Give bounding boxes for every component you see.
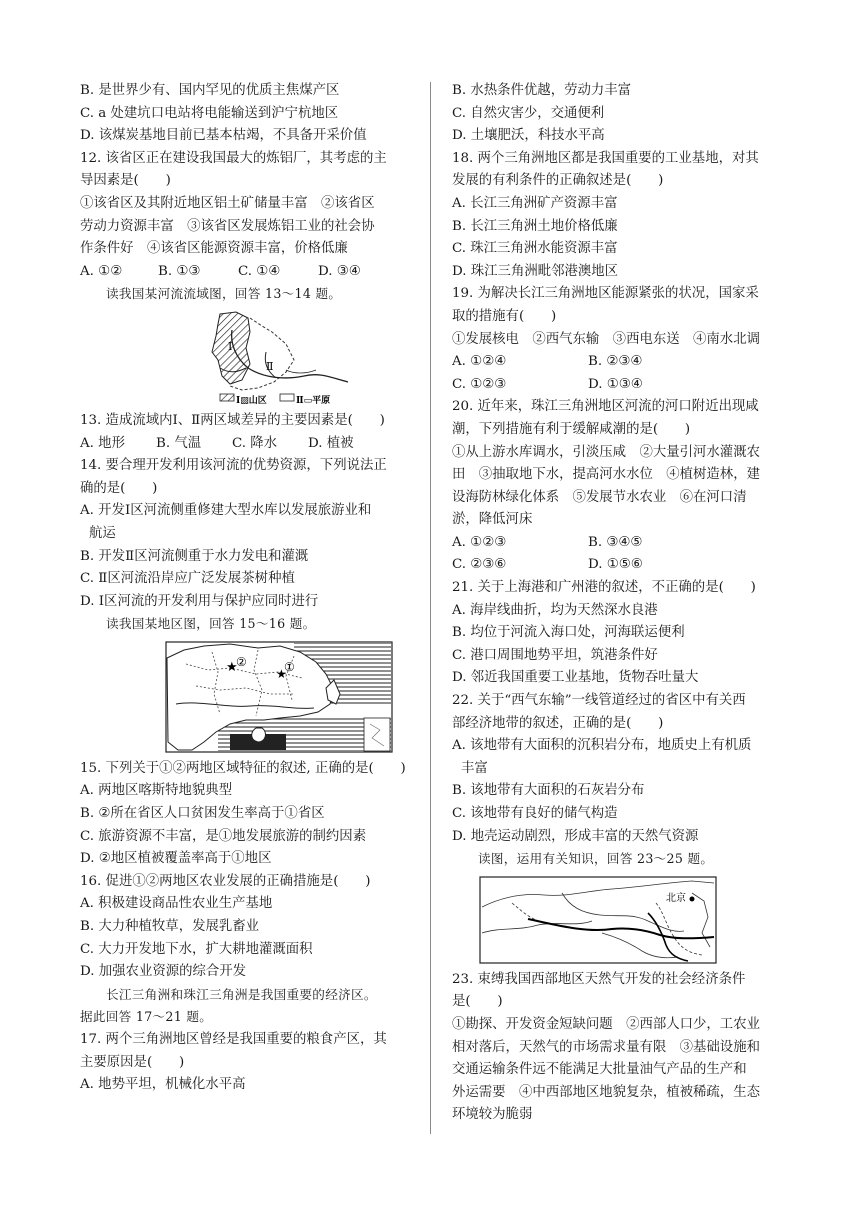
q11-option-b: B. 是世界少有、国内罕见的优质主焦煤产区 [80, 83, 340, 98]
q14-option-a-line1: A. 开发Ⅰ区河流侧重修建大型水库以发展旅游业和 [80, 503, 372, 519]
q23-choice-line5: 环境较为脆弱 [452, 1107, 533, 1123]
q18-option-d: D. 珠江三角洲毗邻港澳地区 [452, 263, 619, 279]
q12-choice-line2: 劳动力资源丰富 ③该省区发展炼铝工业的社会协 [80, 218, 375, 234]
q14-stem-line1: 14. 要合理开发利用该河流的优势资源，下列说法正 [80, 458, 387, 474]
legend-plain-swatch [280, 394, 294, 401]
q12-stem-line2: 导因素是( ) [80, 173, 171, 189]
q13-stem: 13. 造成流域内Ⅰ、Ⅱ两区域差异的主要因素是( ) [80, 412, 385, 428]
inset-box [364, 718, 390, 751]
q11-option-c: C. a 处建坑口电站将电能输送到沪宁杭地区 [80, 105, 339, 121]
q13-option-a: A. 地形 [80, 435, 125, 451]
q22-stem-line1: 22. 关于“西气东输”一线管道经过的省区中有关西 [452, 693, 746, 709]
q19-option-a: A. ①②④ [452, 354, 507, 370]
q22-option-a-line2: 丰富 [461, 760, 488, 776]
q18-option-c: C. 珠江三角洲水能资源丰富 [452, 241, 618, 257]
q17-option-a: A. 地势平坦，机械化水平高 [80, 1077, 246, 1093]
q14-stem-line2: 确的是( ) [80, 480, 158, 496]
q21-option-a: A. 海岸线曲折，均为天然深水良港 [452, 602, 658, 618]
q21-option-c: C. 港口周围地势平坦，筑港条件好 [452, 647, 658, 663]
q16-option-c: C. 大力开发地下水，扩大耕地灌溉面积 [80, 941, 313, 957]
pipeline-map [452, 873, 788, 967]
q12-option-b: B. ①③ [158, 263, 201, 279]
q17-stem-line1: 17. 两个三角洲地区曾经是我国重要的粮食产区，其 [80, 1032, 387, 1047]
mark-1: ① [284, 659, 295, 674]
q14-option-a-line2: 航运 [89, 525, 116, 541]
q20-stem-line1: 20. 近年来，珠江三角洲地区河流的河口附近出现咸 [452, 399, 759, 415]
q12-choice-line1: ①该省区及其附近地区铝土矿储量丰富 ②该省区 [80, 195, 375, 211]
map-frame [480, 877, 716, 963]
q12-option-d: D. ③④ [318, 263, 361, 279]
q19-choices: ①发展核电 ②西气东输 ③西电东送 ④南水北调 [452, 331, 760, 347]
q22-option-a-line1: A. 该地带有大面积的沉积岩分布，地质史上有机质 [452, 738, 752, 754]
q18-stem-line2: 发展的有利条件的正确叙述是( ) [452, 173, 664, 189]
intro-23-25: 读图，运用有关知识，回答 23～25 题。 [478, 851, 714, 867]
q19-stem-line1: 19. 为解决长江三角洲地区能源紧张的状况，国家采 [452, 286, 759, 302]
q19-option-b: B. ②③④ [588, 354, 643, 370]
q22-stem-line2: 部经济地带的叙述，正确的是( ) [452, 715, 664, 731]
q11-option-d: D. 该煤炭基地目前已基本枯竭，不具备开采价值 [80, 128, 367, 144]
city-dot [690, 896, 695, 901]
q14-option-c: C. Ⅱ区河流沿岸应广泛发展茶树种植 [80, 571, 295, 587]
q20-options-row1 [452, 532, 788, 555]
legend-mountain-label: Ⅰ▨山区 [236, 395, 267, 406]
map-star-2: ★ [226, 659, 238, 675]
q20-option-c: C. ②③⑥ [452, 557, 507, 573]
q12-option-a: A. ①② [80, 263, 123, 279]
legend-mountain-swatch [220, 394, 234, 401]
q12-options [80, 261, 415, 284]
q23-stem-line2: 是( ) [452, 994, 503, 1010]
left-column [80, 80, 415, 1097]
q15-option-b: B. ②所在省区人口贫困发生率高于①省区 [80, 806, 325, 822]
q12-option-c: C. ①④ [238, 263, 281, 279]
q19-option-c: C. ①②③ [452, 376, 507, 392]
mark-2: ② [236, 654, 247, 669]
region-ii-label: Ⅱ [266, 359, 274, 373]
q19-option-d: D. ①③④ [588, 376, 643, 392]
q21-option-d: D. 邻近我国重要工业基地，货物吞吐量大 [452, 670, 699, 686]
right-column [452, 80, 788, 1127]
pipeline-map-figure [452, 873, 788, 967]
intro-13-14: 读我国某河流流域图，回答 13～14 题。 [106, 286, 342, 302]
hainan-island [252, 728, 266, 742]
q15-option-a: A. 两地区喀斯特地貌典型 [80, 783, 233, 799]
q23-choice-line3: 交通运输条件远不能满足大批量油气产品的生产和 [452, 1062, 747, 1078]
q22-option-c: C. 该地带有良好的储气构造 [452, 806, 618, 821]
q17-option-c: C. 自然灾害少，交通便利 [452, 105, 605, 121]
region-i-label: Ⅰ [228, 339, 233, 353]
q16-stem: 16. 促进①②两地区农业发展的正确措施是( ) [80, 873, 371, 889]
q23-choice-line1: ①勘探、开发资金短缺问题 ②西部人口少，工农业 [452, 1016, 760, 1032]
region-map-figure [80, 638, 415, 756]
region-map [80, 638, 415, 756]
q20-choice-line2: 田 ③抽取地下水，提高河水水位 ④植树造林，建 [452, 467, 760, 483]
q18-stem-line1: 18. 两个三角洲地区都是我国重要的工业基地，对其 [452, 150, 759, 166]
q20-option-a: A. ①②③ [452, 534, 507, 550]
q23-choice-line2: 相对落后，天然气的市场需求量有限 ③基础设施和 [452, 1039, 760, 1055]
q13-option-c: C. 降水 [232, 435, 278, 451]
intro-15-16: 读我国某地区图，回答 15～16 题。 [106, 616, 316, 632]
q21-stem: 21. 关于上海港和广州港的叙述，不正确的是( ) [452, 580, 756, 596]
q18-option-a: A. 长江三角洲矿产资源丰富 [452, 195, 618, 211]
map-star-1: ★ [276, 666, 287, 681]
q13-option-b: B. 气温 [156, 435, 202, 451]
q14-option-d: D. Ⅰ区河流的开发利用与保护应同时进行 [80, 593, 319, 609]
q20-options-row2 [452, 554, 788, 577]
q12-choice-line3: 作条件好 ④该省区能源资源丰富，价格低廉 [80, 241, 348, 257]
q20-stem-line2: 潮，下列措施有利于缓解咸潮的是( ) [452, 421, 691, 437]
q20-option-d: D. ①⑤⑥ [588, 557, 643, 573]
q14-option-b: B. 开发Ⅱ区河流侧重于水力发电和灌溉 [80, 548, 309, 564]
q20-choice-line4: 淤，降低河床 [452, 512, 533, 528]
main-river [232, 330, 348, 382]
q22-option-d: D. 地壳运动剧烈，形成丰富的天然气资源 [452, 828, 699, 844]
q16-option-a: A. 积极建设商品性农业生产基地 [80, 896, 273, 912]
q17-option-b: B. 水热条件优越，劳动力丰富 [452, 83, 632, 98]
q13-options [80, 433, 415, 456]
column-divider [430, 82, 431, 1134]
q13-option-d: D. 植被 [308, 435, 354, 451]
q23-choice-line4: 外运需要 ④中西部地区地貌复杂，植被稀疏，生态 [452, 1084, 760, 1100]
city-label: 北京 [666, 892, 686, 904]
q18-option-b: B. 长江三角洲土地价格低廉 [452, 218, 618, 234]
q16-option-d: D. 加强农业资源的综合开发 [80, 964, 247, 980]
q12-stem-line1: 12. 该省区正在建设我国最大的炼铝厂，其考虑的主 [80, 150, 387, 166]
q22-option-b: B. 该地带有大面积的石灰岩分布 [452, 783, 645, 799]
q20-choice-line3: 设海防林绿化体系 ⑤发展节水农业 ⑥在河口清 [452, 489, 747, 505]
intro-17-21-line2: 据此回答 17～21 题。 [80, 1009, 213, 1025]
q21-option-b: B. 均位于河流入海口处，河海联运便利 [452, 625, 685, 641]
q17-option-d: D. 土壤肥沃，科技水平高 [452, 128, 605, 144]
q19-options-row2 [452, 374, 788, 397]
q15-stem: 15. 下列关于①②两地区域特征的叙述, 正确的是( ) [80, 760, 406, 776]
q15-option-d: D. ②地区植被覆盖率高于①地区 [80, 851, 272, 867]
q15-option-c: C. 旅游资源不丰富，是①地发展旅游的制约因素 [80, 828, 367, 844]
q19-options-row1 [452, 351, 788, 374]
intro-17-21-line1: 长江三角洲和珠江三角洲是我国重要的经济区。 [106, 986, 377, 1002]
river-basin-map [80, 308, 415, 408]
legend-plain-label: Ⅱ▭平原 [296, 395, 331, 406]
q23-stem-line1: 23. 束缚我国西部地区天然气开发的社会经济条件 [452, 971, 746, 987]
q20-choice-line1: ①从上游水库调水，引淡压咸 ②大量引河水灌溉农 [452, 444, 760, 460]
q16-option-b: B. 大力种植牧草，发展乳畜业 [80, 919, 260, 935]
q19-stem-line2: 取的措施有( ) [452, 308, 557, 324]
q17-stem-line2: 主要原因是( ) [80, 1054, 185, 1070]
q20-option-b: B. ③④⑤ [588, 534, 643, 550]
river-basin-figure [80, 308, 415, 408]
